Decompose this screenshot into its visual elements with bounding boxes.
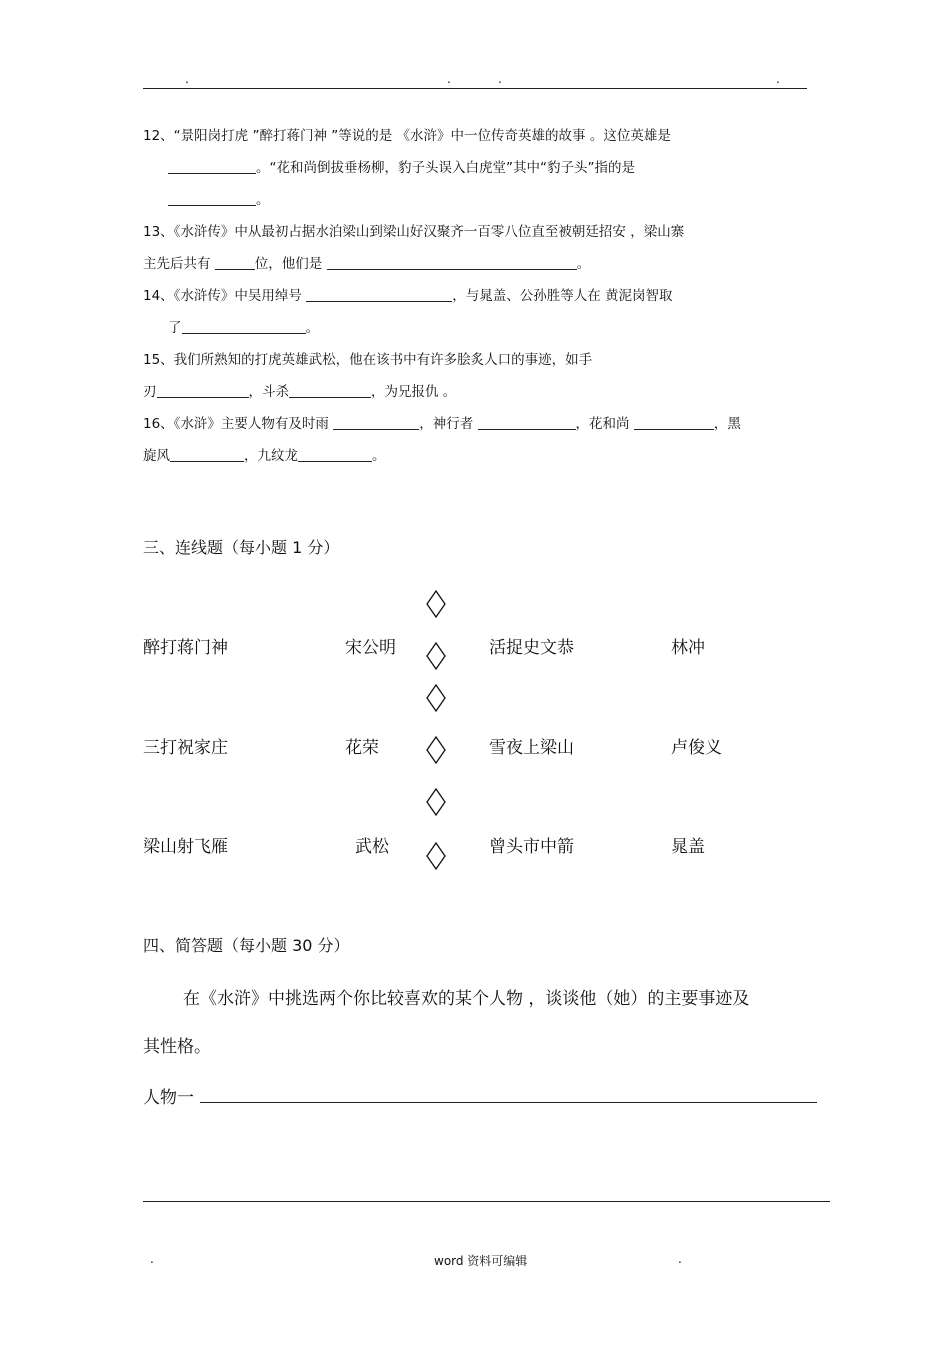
match-right-event[interactable]: 雪夜上梁山 [489, 738, 574, 758]
answer-blank[interactable] [215, 255, 255, 270]
question-12-line-3 [168, 190, 270, 210]
answer-line[interactable] [143, 1201, 830, 1202]
answer-blank[interactable] [170, 447, 244, 462]
question-13-line-1: 13、《水浒传》中从最初占据水泊梁山到梁山好汉聚齐一百零八位直至被朝廷招安 ，梁山寨 [143, 224, 685, 240]
answer-blank[interactable] [634, 415, 714, 430]
question-text: 。 [372, 448, 386, 464]
question-16-line-1 [143, 414, 741, 434]
match-left-event[interactable]: 醉打蒋门神 [143, 638, 228, 658]
answer-blank[interactable] [289, 383, 371, 398]
match-left-event[interactable]: 三打祝家庄 [143, 738, 228, 758]
question-text: ，黑 [713, 416, 741, 432]
section-title-matching: 三、连线题（每小题 1 分） [143, 538, 340, 557]
header-dot: . [498, 72, 502, 86]
question-text: 主先后共有 [143, 256, 211, 272]
footer-text: word 资料可编辑 [434, 1254, 528, 1268]
match-left-event[interactable]: 梁山射飞雁 [143, 837, 228, 857]
answer-blank[interactable] [168, 159, 256, 174]
header-rule [143, 88, 807, 89]
question-12-line-1: 12、“景阳岗打虎 ”醉打蒋门神 ”等说的是 《水浒》中一位传奇英雄的故事 。这位英雄是 [143, 128, 671, 144]
essay-prompt-line-2: 其性格。 [143, 1037, 211, 1057]
answer-blank[interactable] [333, 415, 419, 430]
question-15-line-1: 15、我们所熟知的打虎英雄武松，他在该书中有许多脍炙人口的事迹，如手 [143, 352, 593, 368]
footer-left-dot: . [150, 1252, 154, 1266]
header-dot: . [776, 72, 780, 86]
match-right-person[interactable]: 卢俊义 [671, 738, 722, 758]
footer-right-dot: . [678, 1252, 682, 1266]
section-title-short-answer: 四、简答题（每小题 30 分） [143, 936, 350, 955]
question-14-line-1 [143, 286, 673, 306]
question-15-line-2 [143, 382, 456, 402]
diamond-icon [426, 736, 446, 764]
question-text: 。 [305, 320, 319, 336]
diamond-icon [426, 684, 446, 712]
answer-blank[interactable] [182, 319, 306, 334]
answer-blank[interactable] [306, 287, 452, 302]
question-14-line-2 [168, 318, 319, 338]
header-dot: . [185, 72, 189, 86]
question-16-line-2 [143, 446, 386, 466]
essay-prompt-line-1: 在《水浒》中挑选两个你比较喜欢的某个人物 ，谈谈他（她）的主要事迹及 [183, 989, 750, 1009]
match-right-person[interactable]: 林冲 [671, 638, 705, 658]
question-text: ，花和尚 [575, 416, 630, 432]
question-text: ，九纹龙 [244, 448, 298, 464]
question-text: ，与晁盖、公孙胜等人在 黄泥岗智取 [452, 288, 673, 304]
question-text: 14、《水浒传》中吴用绰号 [143, 288, 302, 304]
diamond-icon [426, 590, 446, 618]
match-left-person[interactable]: 武松 [355, 837, 389, 857]
question-text: 旋风 [143, 448, 170, 464]
answer-blank[interactable] [168, 191, 256, 206]
match-right-event[interactable]: 活捉史文恭 [489, 638, 574, 658]
match-left-person[interactable]: 宋公明 [345, 638, 396, 658]
answer-blank[interactable] [157, 383, 249, 398]
answer-blank[interactable] [327, 255, 577, 270]
question-text: ，斗杀 [248, 384, 289, 400]
person-1-label: 人物一 [143, 1088, 194, 1108]
match-right-person[interactable]: 晁盖 [671, 837, 705, 857]
question-text: 。“花和尚倒拔垂杨柳，豹子头误入白虎堂”其中“豹子头”指的是 [256, 160, 635, 176]
question-13-line-2 [143, 254, 590, 274]
question-text: 位，他们是 [254, 256, 323, 272]
question-text: 。 [256, 192, 270, 208]
diamond-icon [426, 788, 446, 816]
question-text: 。 [576, 256, 591, 272]
question-text: 16、《水浒》主要人物有及时雨 [143, 416, 329, 432]
person-1-answer-line[interactable] [200, 1102, 817, 1103]
question-text: ，为兄报仇 。 [371, 384, 457, 400]
question-12-line-2 [168, 158, 635, 178]
question-text: ，神行者 [419, 416, 474, 432]
match-left-person[interactable]: 花荣 [345, 738, 379, 758]
header-dot: . [447, 72, 451, 86]
match-right-event[interactable]: 曾头市中箭 [489, 837, 574, 857]
diamond-icon [426, 642, 446, 670]
diamond-icon [426, 842, 446, 870]
question-text: 了 [168, 320, 182, 336]
answer-blank[interactable] [478, 415, 576, 430]
answer-blank[interactable] [298, 447, 372, 462]
question-text: 刃 [143, 384, 157, 400]
